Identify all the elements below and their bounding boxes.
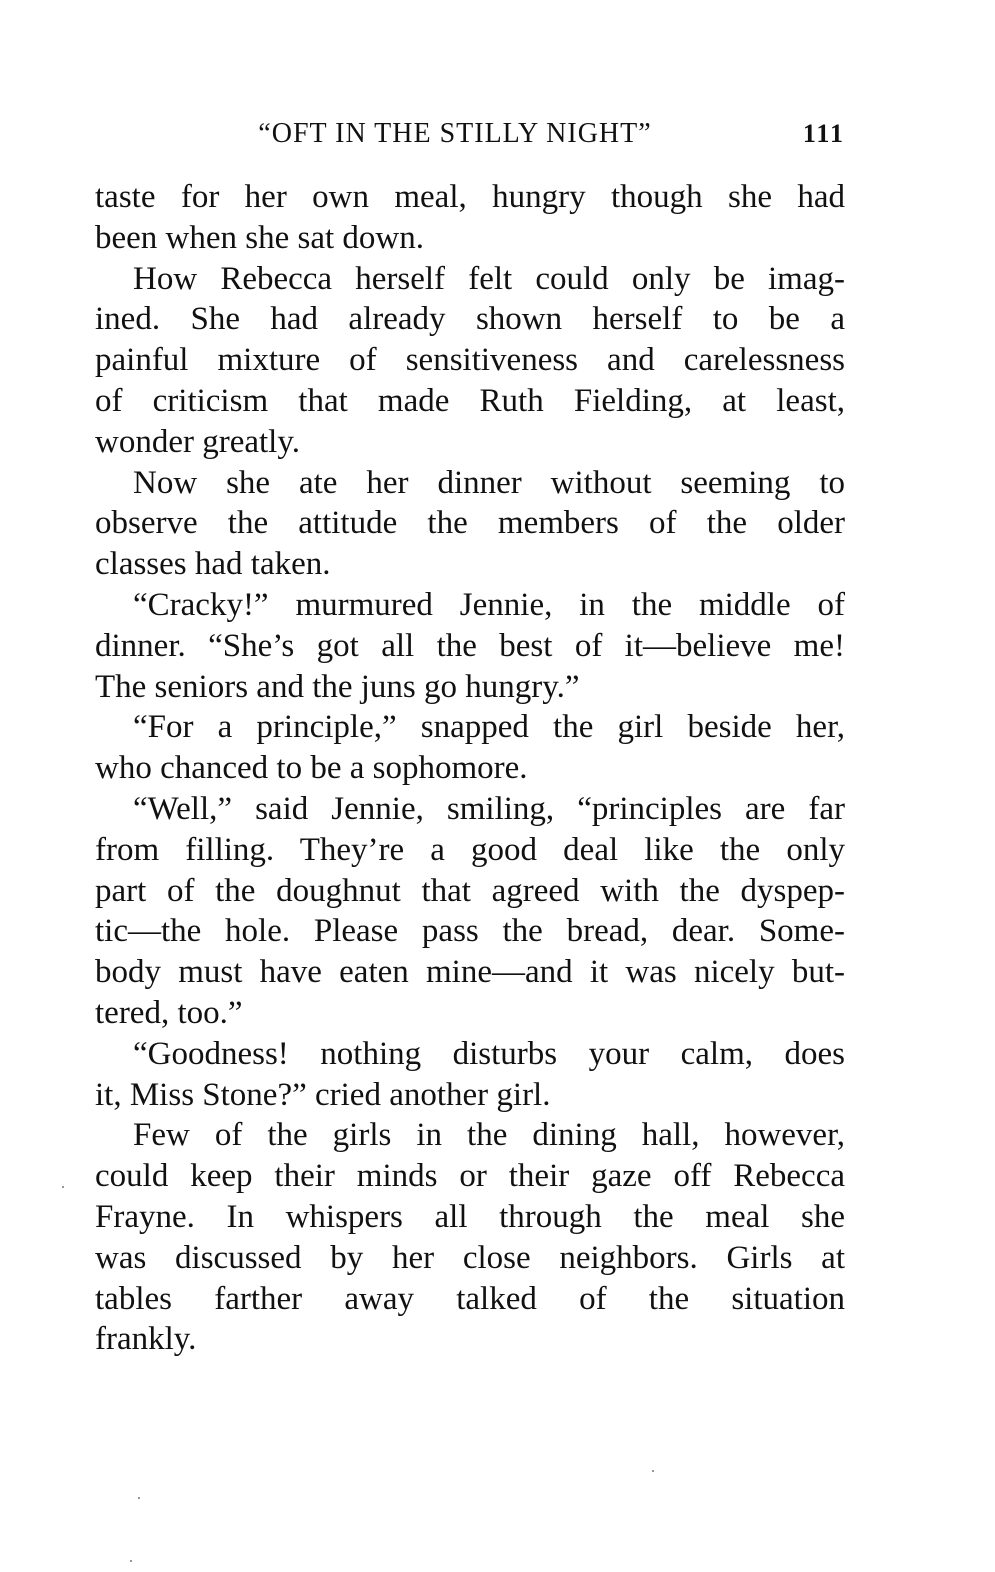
text-line: who chanced to be a sophomore. <box>95 750 528 787</box>
text-line: was discussed by her close neighbors. Girls at <box>95 1239 845 1276</box>
text-line: body must have eaten mine—and it was nicely but- <box>95 954 845 991</box>
text-line: could keep their minds or their gaze off Rebecca <box>95 1158 845 1195</box>
running-head <box>95 114 845 154</box>
text-line: Few of the girls in the dining hall, however, <box>133 1117 845 1154</box>
text-line: “Goodness! nothing disturbs your calm, does <box>133 1035 845 1072</box>
text-line: dinner. “She’s got all the best of it—believe me! <box>95 627 845 664</box>
text-line: tered, too.” <box>95 994 243 1031</box>
text-line: painful mixture of sensitiveness and carelessness <box>95 342 845 379</box>
scan-speck <box>130 1560 132 1562</box>
text-line: taste for her own meal, hungry though she had <box>95 179 845 215</box>
text-line: Frayne. In whispers all through the meal she <box>95 1198 845 1235</box>
text-line: The seniors and the juns go hungry.” <box>95 668 580 705</box>
body-text <box>95 177 845 1360</box>
scan-speck <box>62 1186 64 1188</box>
text-line: “For a principle,” snapped the girl beside her, <box>133 709 845 746</box>
running-title: “OFT IN THE STILLY NIGHT” <box>258 118 652 149</box>
text-line: part of the doughnut that agreed with the dyspep- <box>95 872 845 909</box>
text-line: frankly. <box>95 1321 197 1358</box>
text-line: Now she ate her dinner without seeming to <box>133 464 845 501</box>
text-line: How Rebecca herself felt could only be imag- <box>133 260 845 297</box>
text-line: ined. She had already shown herself to be a <box>95 301 845 338</box>
text-line: from filling. They’re a good deal like the only <box>95 831 845 868</box>
scan-speck <box>138 1497 140 1499</box>
text-line: classes had taken. <box>95 546 331 583</box>
text-line: tables farther away talked of the situation <box>95 1280 845 1317</box>
text-line: been when she sat down. <box>95 219 425 256</box>
scan-speck <box>652 1470 654 1472</box>
text-line: observe the attitude the members of the older <box>95 505 845 542</box>
text-line: “Cracky!” murmured Jennie, in the middle of <box>133 586 845 623</box>
text-line: “Well,” said Jennie, smiling, “principles are far <box>133 790 845 827</box>
text-line: it, Miss Stone?” cried another girl. <box>95 1076 551 1113</box>
text-line: of criticism that made Ruth Fielding, at least, <box>95 382 845 419</box>
text-line: wonder greatly. <box>95 423 300 460</box>
text-line: tic—the hole. Please pass the bread, dear. Some- <box>95 913 845 950</box>
page-number: 111 <box>802 119 845 148</box>
